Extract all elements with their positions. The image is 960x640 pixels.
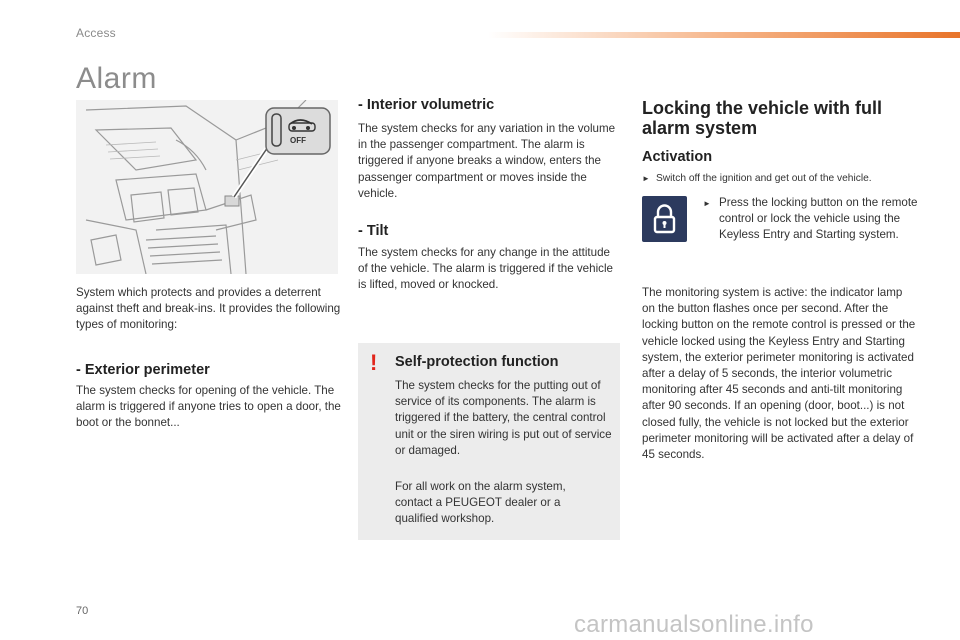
section-label: Access [76, 26, 116, 40]
self-protection-title: Self-protection function [395, 354, 559, 370]
tilt-text: The system checks for any change in the attitude of the vehicle. The alarm is triggered if the vehicle is lifted, moved or knocked. [358, 246, 613, 292]
intro-paragraph: System which protects and provides a deterrent against theft and break-ins. It provides the following types of monitoring: [76, 286, 341, 332]
page-title: Alarm [76, 62, 157, 95]
header-accent-bar [488, 32, 960, 38]
arrow-right-icon: ► [703, 199, 711, 208]
tilt-heading: - Tilt [358, 223, 389, 239]
interior-heading: - Interior volumetric [358, 97, 495, 113]
arrow-right-icon: ► [642, 174, 650, 183]
monitoring-text: The monitoring system is active: the indicator lamp on the button flashes once per second. After the locking button on the remote control is pressed or the vehicle locked using the Keyless Entry and Starting system, the exterior perimeter monitoring is activated after a delay of 5 seconds, the interior volumetric monitoring after 45 seconds and anti-tilt monitoring after 90 seconds. If an opening (door, boot...) is not closed fully, the vehicle is not locked but the exterior perimeter monitoring will be activated after a delay of 45 seconds. [642, 286, 916, 462]
warning-exclamation-icon: ! [370, 350, 378, 375]
exterior-text: The system checks for opening of the vehicle. The alarm is triggered if anyone tries to open a door, the boot or the bonnet... [76, 384, 341, 430]
exterior-heading: - Exterior perimeter [76, 362, 210, 378]
lock-button-icon-box [642, 196, 687, 242]
interior-text: The system checks for any variation in the volume in the passenger compartment. The alarm is triggered if anyone breaks a window, enters the passenger compartment or moves inside the vehicle. [358, 122, 616, 200]
activation-heading: Activation [642, 149, 713, 165]
page-number: 70 [76, 605, 89, 617]
alarm-off-button-photo [76, 100, 338, 274]
step-press-lock-text: Press the locking button on the remote control or lock the vehicle using the Keyless Entry and Starting system. [719, 196, 918, 242]
step-switch-off [642, 173, 942, 184]
watermark: carmanualsonline.info [574, 611, 814, 638]
locking-heading: Locking the vehicle with full alarm system [642, 98, 883, 138]
off-button-label: OFF [290, 136, 306, 145]
padlock-icon [642, 196, 687, 242]
step-switch-off-text: Switch off the ignition and get out of the vehicle. [656, 173, 872, 184]
alarm-button-photo [76, 100, 338, 274]
self-protection-text: The system checks for the putting out of service of its components. The alarm is triggered if the battery, the central control unit or the siren wiring is put out of service or damaged. [395, 379, 612, 457]
self-protection-note: For all work on the alarm system, contact a PEUGEOT dealer or a qualified workshop. [395, 480, 566, 526]
